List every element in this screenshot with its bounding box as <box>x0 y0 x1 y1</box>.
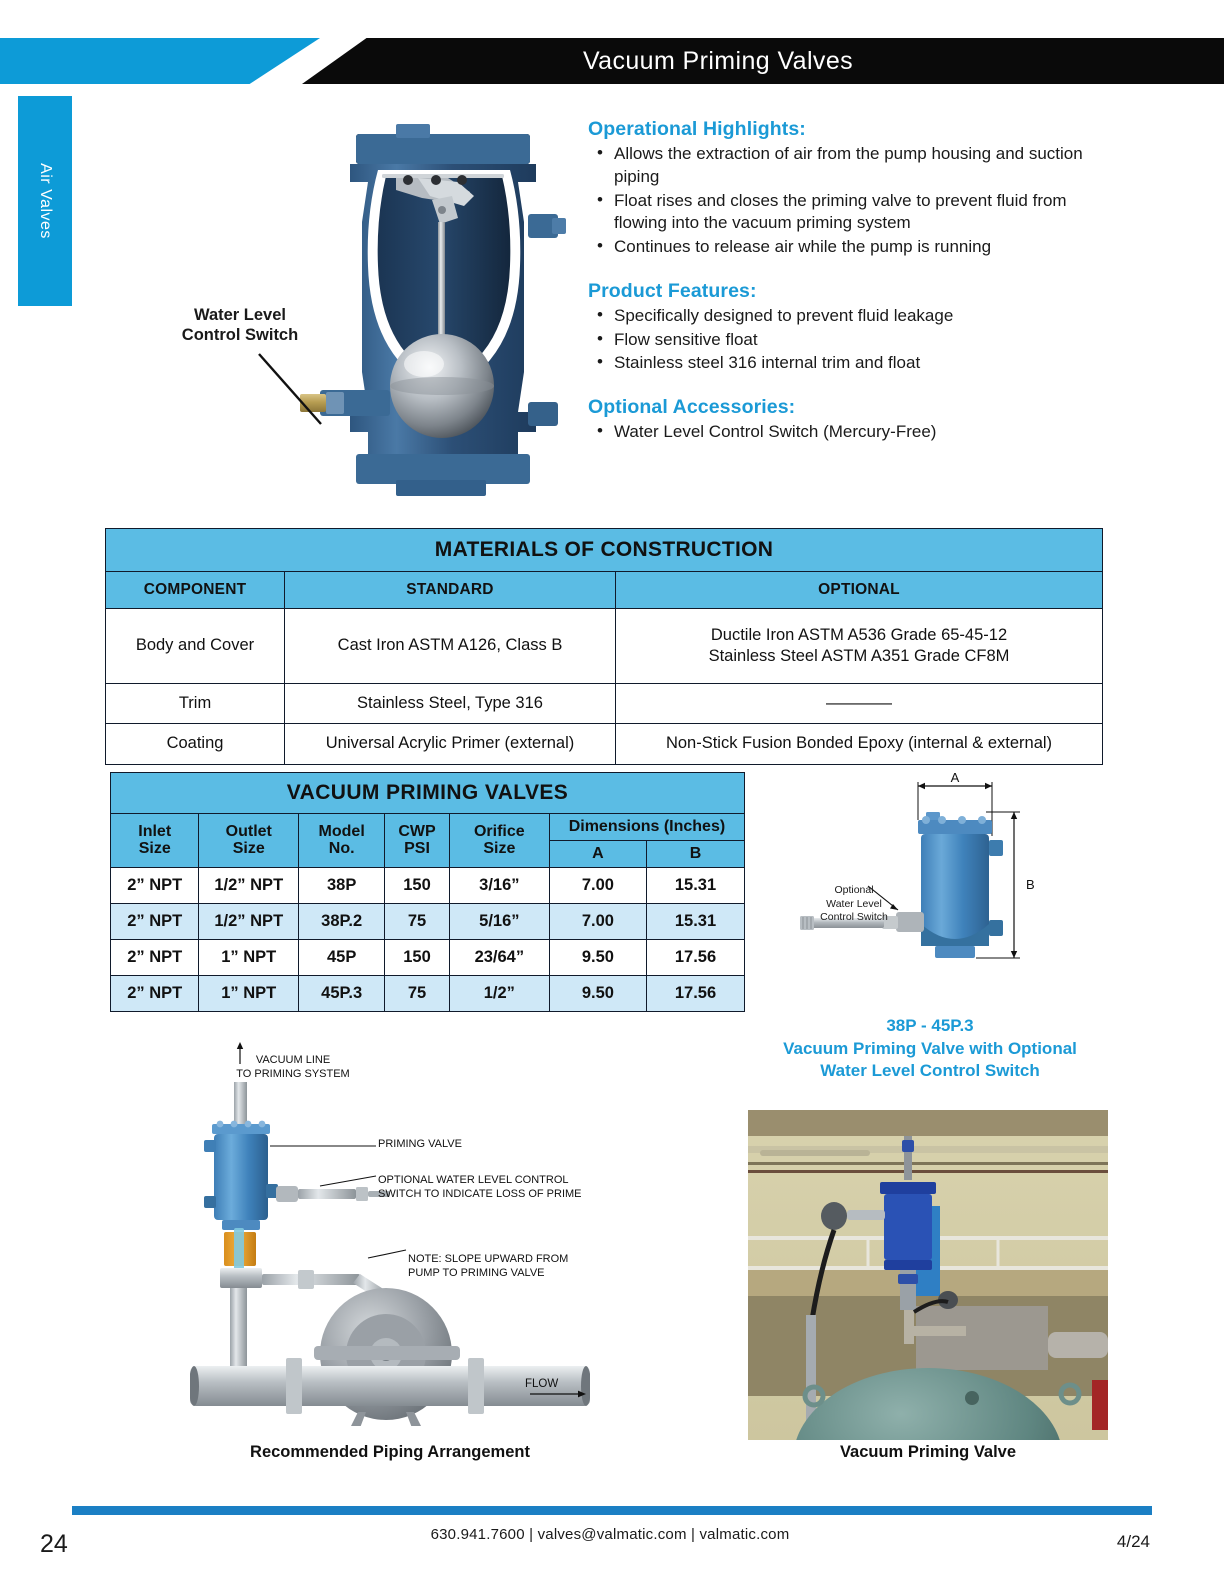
cell-optional-line-2: Stainless Steel ASTM A351 Grade CF8M <box>708 647 1010 665</box>
column-header-optional: OPTIONAL <box>616 572 1103 609</box>
table-row <box>106 684 1103 724</box>
label-slope-note <box>408 1253 593 1280</box>
page-header <box>0 38 1224 84</box>
cell-orifice: 1/2” <box>449 975 549 1011</box>
callout-line-2: Control Switch <box>181 326 299 345</box>
caption-line-1: 38P - 45P.3 <box>886 1016 974 1035</box>
hdr-line-2: No. <box>328 840 355 858</box>
label-flow: FLOW <box>525 1378 559 1390</box>
vacuum-priming-valves-spec-table <box>110 772 745 1012</box>
label-line-1: OPTIONAL WATER LEVEL CONTROL <box>378 1174 569 1186</box>
list-item: • Allows the extraction of air from the pump housing and suction piping <box>588 143 1108 189</box>
section-heading-operational-highlights: Operational Highlights: <box>588 118 806 140</box>
label-line-1: VACUUM LINE <box>255 1054 331 1066</box>
cell-component: Coating <box>106 724 285 764</box>
optional-accessories-list <box>588 421 1108 444</box>
table-row <box>111 867 745 903</box>
label-line-2: PUMP TO PRIMING VALVE <box>408 1266 545 1279</box>
sidebar-tab-label: Air Valves <box>37 163 54 239</box>
callout-line-1: Water Level <box>193 306 286 324</box>
photo-caption: Vacuum Priming Valve <box>839 1443 1017 1461</box>
page-title: Vacuum Priming Valves <box>582 46 854 75</box>
recommended-piping-diagram <box>190 1036 590 1426</box>
cell-dim-a: 9.50 <box>549 975 646 1011</box>
cell-outlet: 1/2” NPT <box>199 903 299 939</box>
column-header-standard: STANDARD <box>285 572 616 609</box>
cell-inlet: 2” NPT <box>111 975 199 1011</box>
table-row <box>106 609 1103 684</box>
cell-model: 38P.2 <box>299 903 385 939</box>
column-header-inlet-size <box>111 814 199 868</box>
cell-cwp: 150 <box>385 867 450 903</box>
cell-outlet: 1/2” NPT <box>199 867 299 903</box>
label-line-1: NOTE: SLOPE UPWARD FROM <box>408 1253 569 1265</box>
list-item: • Flow sensitive float <box>588 329 1108 352</box>
dimension-drawing-caption <box>750 1015 1110 1083</box>
hdr-line-1: Inlet <box>138 822 172 840</box>
column-header-model-no <box>299 814 385 868</box>
hdr-line-2: Size <box>232 840 265 858</box>
list-item: • Specifically designed to prevent fluid leakage <box>588 305 1108 328</box>
sidebar-tab-air-valves <box>18 96 72 306</box>
table-header-row-1 <box>111 814 745 841</box>
cell-model: 45P <box>299 939 385 975</box>
cell-dim-a: 7.00 <box>549 903 646 939</box>
cell-orifice: 5/16” <box>449 903 549 939</box>
caption-line-3: Water Level Control Switch <box>820 1061 1040 1081</box>
cell-inlet: 2” NPT <box>111 867 199 903</box>
table-title-row <box>111 773 745 814</box>
cell-optional: ———— <box>616 684 1103 724</box>
table-row <box>111 903 745 939</box>
product-features-list <box>588 305 1108 375</box>
table-row <box>111 939 745 975</box>
cell-dim-b: 15.31 <box>647 867 745 903</box>
cell-orifice: 23/64” <box>449 939 549 975</box>
svg-text:A: A <box>950 770 960 785</box>
cell-model: 45P.3 <box>299 975 385 1011</box>
footer-contact: 630.941.7600 | valves@valmatic.com | valmatic.com <box>430 1526 790 1543</box>
hdr-line-1: Outlet <box>225 822 272 840</box>
column-header-cwp-psi <box>385 814 450 868</box>
label-optional-switch <box>378 1174 588 1201</box>
cell-standard: Cast Iron ASTM A126, Class B <box>285 609 616 684</box>
cell-cwp: 75 <box>385 903 450 939</box>
column-header-dimensions: Dimensions (Inches) <box>549 814 744 841</box>
page-number: 24 <box>40 1530 68 1558</box>
table-header-row <box>106 572 1103 609</box>
table-row <box>111 975 745 1011</box>
cell-cwp: 150 <box>385 939 450 975</box>
cell-dim-b: 15.31 <box>647 903 745 939</box>
cell-inlet: 2” NPT <box>111 903 199 939</box>
section-heading-optional-accessories: Optional Accessories: <box>588 396 796 419</box>
callout-water-level-control-switch <box>150 305 330 345</box>
feature-text-column <box>588 118 1108 445</box>
table-title-row <box>106 529 1103 572</box>
note-line-3: Control Switch <box>820 911 888 924</box>
label-line-2: SWITCH TO INDICATE LOSS OF PRIME <box>378 1187 582 1200</box>
callout-leader-line <box>255 352 335 430</box>
hdr-line-2: Size <box>138 840 171 858</box>
cell-standard: Universal Acrylic Primer (external) <box>285 724 616 764</box>
document-code: 4/24 <box>1116 1532 1150 1551</box>
header-blue-chevron <box>0 38 320 84</box>
label-priming-valve: PRIMING VALVE <box>378 1138 462 1150</box>
cell-dim-a: 7.00 <box>549 867 646 903</box>
piping-diagram-caption: Recommended Piping Arrangement <box>250 1443 530 1461</box>
column-header-orifice-size <box>449 814 549 868</box>
materials-table-title: MATERIALS OF CONSTRUCTION <box>106 529 1103 572</box>
cell-optional-line-1: Ductile Iron ASTM A536 Grade 65-45-12 <box>710 625 1008 644</box>
cell-dim-b: 17.56 <box>647 939 745 975</box>
cell-dim-a: 9.50 <box>549 939 646 975</box>
materials-of-construction-table <box>105 528 1103 765</box>
cell-optional: Non-Stick Fusion Bonded Epoxy (internal & external) <box>616 724 1103 764</box>
section-heading-product-features: Product Features: <box>588 279 757 302</box>
column-header-dim-b: B <box>647 840 745 867</box>
svg-text:B: B <box>1026 877 1035 892</box>
hdr-line-1: Orifice <box>473 822 525 840</box>
cell-orifice: 3/16” <box>449 867 549 903</box>
list-item: • Stainless steel 316 internal trim and float <box>588 352 1108 375</box>
installation-photo <box>748 1110 1108 1440</box>
operational-highlights-list <box>588 143 1108 259</box>
cell-dim-b: 17.56 <box>647 975 745 1011</box>
note-line-1: Optional <box>834 884 874 896</box>
label-vacuum-line <box>228 1054 358 1081</box>
table-row <box>106 724 1103 764</box>
cell-cwp: 75 <box>385 975 450 1011</box>
column-header-outlet-size <box>199 814 299 868</box>
hdr-line-2: PSI <box>404 840 430 858</box>
column-header-dim-a: A <box>549 840 646 867</box>
spec-table-title: VACUUM PRIMING VALVES <box>111 773 745 814</box>
cell-component: Body and Cover <box>106 609 285 684</box>
valve-cutaway-image <box>300 118 590 503</box>
cell-outlet: 1” NPT <box>199 975 299 1011</box>
list-item: • Water Level Control Switch (Mercury-Free) <box>588 421 1108 444</box>
cell-model: 38P <box>299 867 385 903</box>
dimension-drawing-switch-note <box>806 884 902 925</box>
cell-inlet: 2” NPT <box>111 939 199 975</box>
list-item: • Float rises and closes the priming valve to prevent fluid from flowing into the vacuum priming system <box>588 190 1108 236</box>
cell-standard: Stainless Steel, Type 316 <box>285 684 616 724</box>
label-line-2: TO PRIMING SYSTEM <box>236 1067 350 1080</box>
cell-component: Trim <box>106 684 285 724</box>
hdr-line-1: Model <box>318 822 365 840</box>
cell-optional <box>616 609 1103 684</box>
cell-outlet: 1” NPT <box>199 939 299 975</box>
note-line-2: Water Level <box>826 897 882 910</box>
footer-divider-bar <box>72 1506 1152 1515</box>
list-item: • Continues to release air while the pump is running <box>588 236 1108 259</box>
hdr-line-2: Size <box>483 840 516 858</box>
hdr-line-1: CWP <box>398 822 436 840</box>
column-header-component: COMPONENT <box>106 572 285 609</box>
caption-line-2: Vacuum Priming Valve with Optional <box>783 1038 1077 1058</box>
